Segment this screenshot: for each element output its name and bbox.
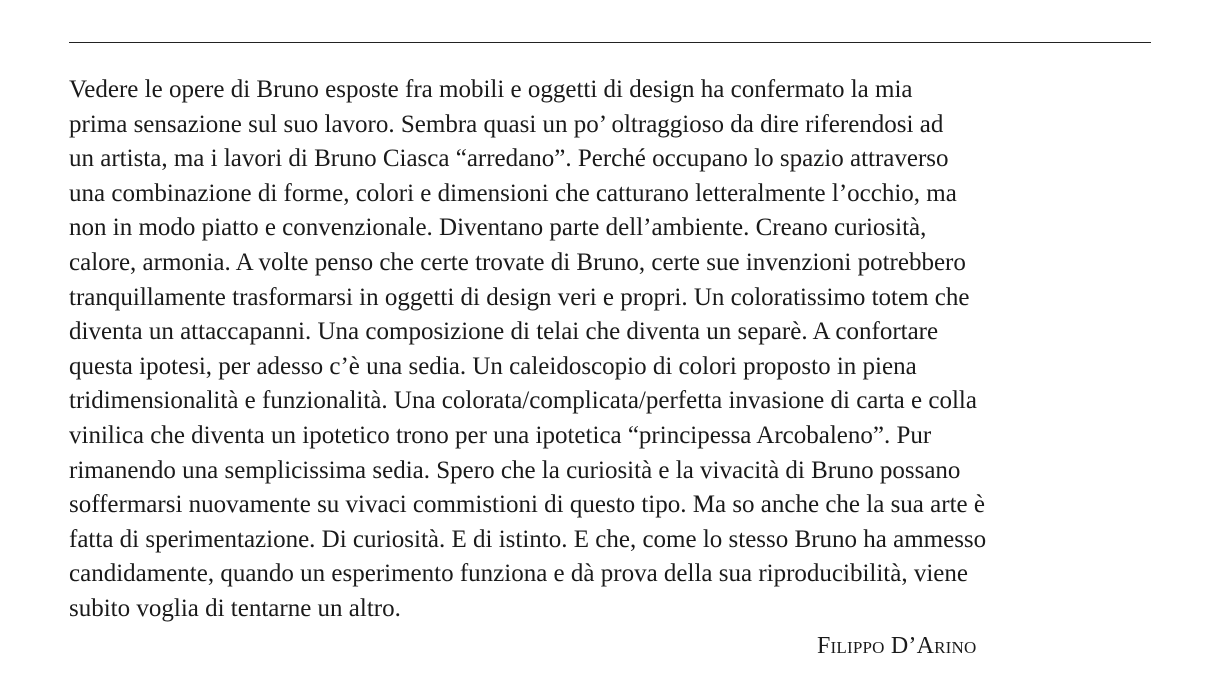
article-line: questa ipotesi, per adesso c’è una sedia. Un caleidoscopio di colori proposto in piena (69, 352, 917, 380)
article-body (69, 73, 1169, 627)
article-line: un artista, ma i lavori di Bruno Ciasca “arredano”. Perché occupano lo spazio attraverso (69, 145, 949, 173)
article-line: prima sensazione sul suo lavoro. Sembra quasi un po’ oltraggioso da dire riferendosi ad (69, 110, 944, 138)
article-line: Vedere le opere di Bruno esposte fra mobili e oggetti di design ha confermato la mia (69, 76, 913, 103)
article-line: calore, armonia. A volte penso che certe trovate di Bruno, certe sue invenzioni potrebbero (69, 248, 966, 276)
article-line: vinilica che diventa un ipotetico trono per una ipotetica “principessa Arcobaleno”. Pur (69, 421, 932, 449)
author-signature: Filippo D’Arino (817, 633, 977, 659)
article-line: diventa un attaccapanni. Una composizione di telai che diventa un separè. A confortare (69, 318, 939, 346)
article-line: tridimensionalità e funzionalità. Una colorata/complicata/perfetta invasione di carta e colla (69, 387, 977, 415)
article-line: una combinazione di forme, colori e dimensioni che catturano letteralmente l’occhio, ma (69, 179, 957, 207)
article-line: tranquillamente trasformarsi in oggetti di design veri e propri. Un coloratissimo totem che (69, 283, 970, 311)
article-line: candidamente, quando un esperimento funziona e dà prova della sua riproducibilità, viene (69, 560, 968, 588)
article-line: soffermarsi nuovamente su vivaci commistioni di questo tipo. Ma so anche che la sua arte è (69, 491, 985, 519)
article-line: subito voglia di tentarne un altro. (69, 594, 401, 622)
top-divider (69, 42, 1151, 43)
article-line: rimanendo una semplicissima sedia. Spero che la curiosità e la vivacità di Bruno possano (69, 456, 961, 484)
article-line: fatta di sperimentazione. Di curiosità. E di istinto. E che, come lo stesso Bruno ha ammesso (69, 525, 987, 553)
article-line: non in modo piatto e convenzionale. Diventano parte dell’ambiente. Creano curiosità, (69, 214, 927, 242)
